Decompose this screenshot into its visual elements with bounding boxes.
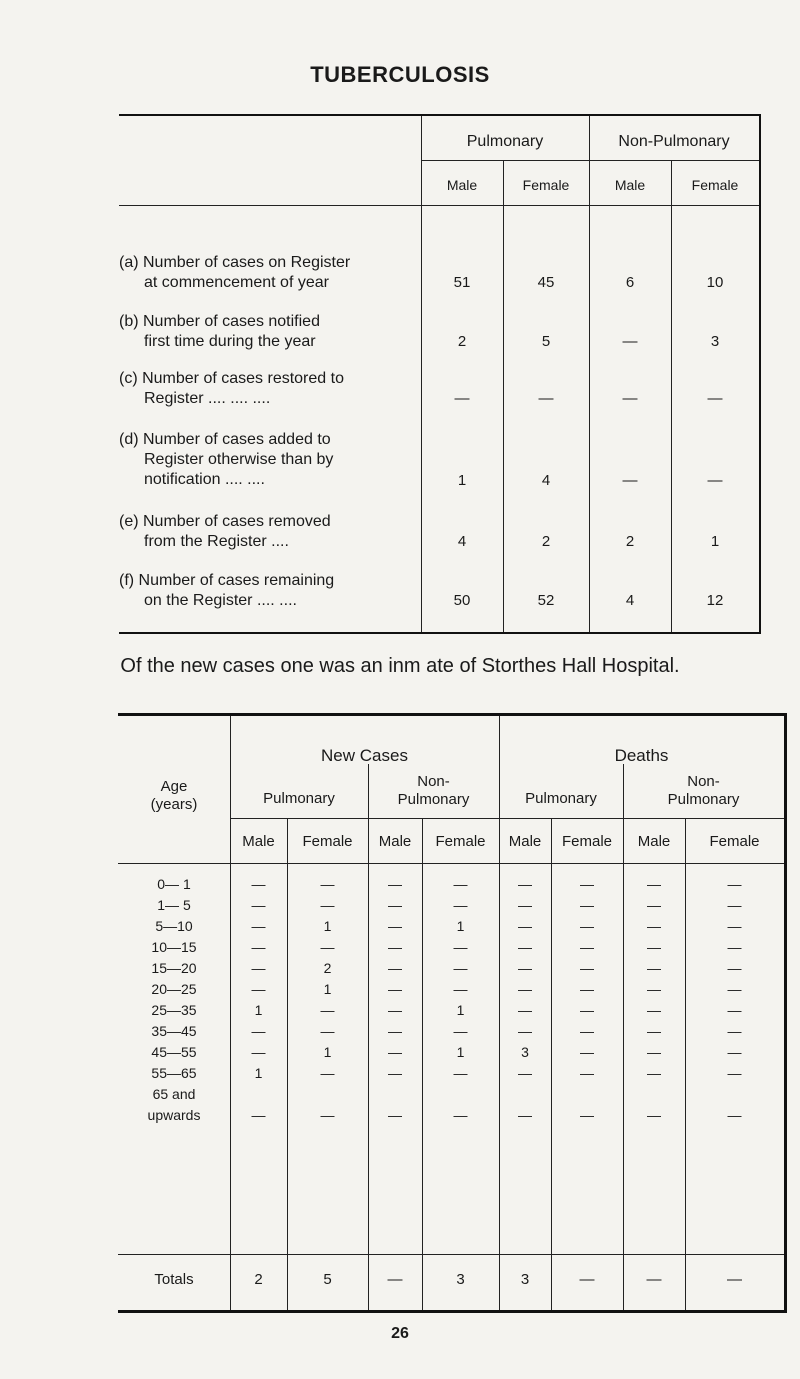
subheader-female: Female bbox=[691, 177, 739, 193]
age-label: 35—45 bbox=[151, 1023, 197, 1039]
value-cell: — bbox=[388, 918, 402, 934]
header-pulmonary: Pulmonary bbox=[466, 133, 544, 150]
value-cell: — bbox=[453, 960, 468, 976]
value-cell: — bbox=[727, 1044, 742, 1060]
value-cell: 1 bbox=[456, 918, 465, 934]
value-cell: — bbox=[647, 960, 661, 976]
subheader-female: Female bbox=[709, 833, 760, 850]
value-cell: — bbox=[518, 876, 532, 892]
register-table bbox=[119, 114, 761, 634]
value-cell: — bbox=[580, 1002, 594, 1018]
value-cell: — bbox=[647, 1065, 661, 1081]
age-label: 1— 5 bbox=[157, 897, 191, 913]
age-label: upwards bbox=[147, 1107, 201, 1123]
value-cell: — bbox=[518, 981, 532, 997]
value-cell: — bbox=[453, 939, 468, 955]
row-label: (c) Number of cases restored to Register .... .... .... bbox=[119, 370, 344, 407]
value-cell: — bbox=[251, 918, 266, 934]
age-label: 20—25 bbox=[151, 981, 197, 997]
value-cell: — bbox=[580, 939, 594, 955]
value-cell: — bbox=[388, 876, 402, 892]
value-cell: — bbox=[320, 939, 335, 955]
value-cell: 4 bbox=[457, 533, 467, 550]
value-cell: — bbox=[580, 918, 594, 934]
value-cell: 1 bbox=[323, 981, 332, 997]
subheader-male: Male bbox=[508, 833, 542, 850]
header-non-pulmonary: Non-Pulmonary bbox=[618, 133, 730, 150]
page-title: TUBERCULOSIS bbox=[310, 62, 490, 87]
subheader-male: Male bbox=[378, 833, 412, 850]
value-cell: — bbox=[727, 1065, 742, 1081]
row-label: (a) Number of cases on Register at commencement of year bbox=[119, 254, 351, 291]
value-cell: — bbox=[320, 1023, 335, 1039]
value-cell: — bbox=[251, 981, 266, 997]
value-cell: — bbox=[647, 876, 661, 892]
value-cell: 1 bbox=[323, 918, 332, 934]
value-cell: — bbox=[453, 1023, 468, 1039]
value-cell: 3 bbox=[710, 333, 720, 350]
value-cell: — bbox=[388, 1065, 402, 1081]
value-cell: — bbox=[320, 897, 335, 913]
value-cell: — bbox=[388, 939, 402, 955]
value-cell: — bbox=[727, 1023, 742, 1039]
age-label: 15—20 bbox=[151, 960, 197, 976]
value-cell: — bbox=[251, 876, 266, 892]
value-cell: 3 bbox=[521, 1044, 529, 1060]
divider bbox=[503, 160, 504, 632]
age-label: 45—55 bbox=[151, 1044, 197, 1060]
value-cell: — bbox=[251, 1023, 266, 1039]
value-cell: 2 bbox=[625, 533, 635, 550]
age-label: 0— 1 bbox=[157, 876, 191, 892]
total-cell: — bbox=[579, 1271, 595, 1288]
header-deaths: Deaths bbox=[614, 746, 669, 765]
subheader-male: Male bbox=[614, 177, 646, 193]
value-cell: 4 bbox=[625, 592, 635, 609]
value-cell: — bbox=[320, 1065, 335, 1081]
total-cell: — bbox=[727, 1271, 742, 1288]
value-cell: — bbox=[580, 1107, 594, 1123]
subheader-male: Male bbox=[446, 177, 478, 193]
subheader-female: Female bbox=[522, 177, 570, 193]
value-cell: — bbox=[727, 1002, 742, 1018]
value-cell: — bbox=[518, 1065, 532, 1081]
subheader-male: Male bbox=[637, 833, 671, 850]
value-cell: — bbox=[320, 1107, 335, 1123]
total-cell: 3 bbox=[456, 1271, 465, 1288]
value-cell: — bbox=[647, 1044, 661, 1060]
row-label: (f) Number of cases remaining on the Register .... .... bbox=[119, 572, 335, 609]
value-cell: — bbox=[727, 939, 742, 955]
value-cell: — bbox=[647, 1002, 661, 1018]
value-cell: — bbox=[518, 918, 532, 934]
value-cell: — bbox=[622, 333, 638, 350]
value-cell: 10 bbox=[706, 274, 724, 291]
value-cell: — bbox=[647, 939, 661, 955]
value-cell: 2 bbox=[323, 960, 332, 976]
value-cell: 1 bbox=[456, 1002, 465, 1018]
value-cell: — bbox=[320, 876, 335, 892]
value-cell: 1 bbox=[457, 472, 467, 489]
value-cell: — bbox=[580, 960, 594, 976]
value-cell: 51 bbox=[453, 274, 471, 291]
value-cell: — bbox=[453, 981, 468, 997]
value-cell: — bbox=[518, 1023, 532, 1039]
header-new-cases: New Cases bbox=[321, 746, 408, 765]
header-pulmonary: Pulmonary bbox=[525, 790, 597, 807]
divider bbox=[421, 160, 759, 161]
divider bbox=[118, 863, 784, 864]
header-pulmonary: Pulmonary bbox=[263, 790, 335, 807]
value-cell: — bbox=[727, 918, 742, 934]
total-cell: 2 bbox=[254, 1271, 263, 1288]
value-cell: — bbox=[707, 472, 723, 489]
header-non-pulmonary: Non- Pulmonary bbox=[667, 773, 740, 808]
header-non-pulmonary: Non- Pulmonary bbox=[397, 773, 470, 808]
age-label: 5—10 bbox=[155, 918, 193, 934]
totals-label: Totals bbox=[154, 1271, 194, 1288]
value-cell: — bbox=[251, 960, 266, 976]
value-cell: 2 bbox=[457, 333, 467, 350]
total-cell: 3 bbox=[520, 1271, 530, 1288]
value-cell: — bbox=[518, 960, 532, 976]
value-cell: — bbox=[518, 1107, 532, 1123]
value-cell: — bbox=[727, 960, 742, 976]
value-cell: — bbox=[453, 1107, 468, 1123]
value-cell: — bbox=[647, 918, 661, 934]
value-cell: — bbox=[453, 1065, 468, 1081]
age-table bbox=[118, 713, 787, 1313]
divider bbox=[230, 818, 784, 819]
value-cell: — bbox=[580, 1065, 594, 1081]
subheader-female: Female bbox=[435, 833, 486, 850]
value-cell: — bbox=[388, 1107, 402, 1123]
total-cell: — bbox=[646, 1271, 662, 1288]
value-cell: 52 bbox=[537, 592, 555, 609]
total-cell: — bbox=[387, 1271, 403, 1288]
value-cell: — bbox=[580, 1044, 594, 1060]
row-label: (b) Number of cases notified first time during the year bbox=[119, 313, 320, 350]
value-cell: — bbox=[580, 1023, 594, 1039]
value-cell: — bbox=[251, 1107, 266, 1123]
row-label: (d) Number of cases added to Register otherwise than by notification .... .... bbox=[119, 431, 334, 488]
value-cell: — bbox=[251, 939, 266, 955]
total-cell: 5 bbox=[323, 1271, 332, 1288]
value-cell: — bbox=[622, 472, 638, 489]
age-header: Age (years) bbox=[150, 778, 198, 813]
value-cell: — bbox=[727, 876, 742, 892]
value-cell: — bbox=[454, 390, 470, 407]
value-cell: — bbox=[518, 897, 532, 913]
value-cell: — bbox=[647, 1107, 661, 1123]
value-cell: — bbox=[388, 1002, 402, 1018]
age-label: 10—15 bbox=[151, 939, 197, 955]
value-cell: — bbox=[388, 1044, 402, 1060]
divider bbox=[671, 160, 672, 632]
value-cell: — bbox=[647, 897, 661, 913]
value-cell: 1 bbox=[323, 1044, 332, 1060]
value-cell: — bbox=[727, 897, 742, 913]
value-cell: — bbox=[453, 897, 468, 913]
footnote: Of the new cases one was an inm ate of Storthes Hall Hospital. bbox=[120, 655, 680, 677]
divider bbox=[119, 205, 759, 206]
age-label: 55—65 bbox=[151, 1065, 197, 1081]
value-cell: — bbox=[251, 1044, 266, 1060]
value-cell: — bbox=[707, 390, 723, 407]
value-cell: — bbox=[538, 390, 554, 407]
value-cell: 1 bbox=[710, 533, 720, 550]
divider bbox=[421, 116, 422, 632]
value-cell: 45 bbox=[537, 274, 555, 291]
value-cell: — bbox=[388, 897, 402, 913]
value-cell: — bbox=[580, 897, 594, 913]
value-cell: 2 bbox=[541, 533, 551, 550]
value-cell: — bbox=[251, 897, 266, 913]
subheader-female: Female bbox=[561, 833, 613, 850]
value-cell: — bbox=[580, 981, 594, 997]
value-cell: — bbox=[453, 876, 468, 892]
divider bbox=[589, 116, 590, 632]
value-cell: 50 bbox=[453, 592, 471, 609]
value-cell: 1 bbox=[456, 1044, 465, 1060]
value-cell: 4 bbox=[541, 472, 551, 489]
value-cell: — bbox=[320, 1002, 335, 1018]
age-label: 65 and bbox=[152, 1086, 196, 1102]
value-cell: — bbox=[727, 981, 742, 997]
value-cell: — bbox=[727, 1107, 742, 1123]
value-cell: — bbox=[647, 981, 661, 997]
value-cell: — bbox=[388, 981, 402, 997]
value-cell: — bbox=[518, 939, 532, 955]
value-cell: 1 bbox=[254, 1065, 263, 1081]
value-cell: 5 bbox=[541, 333, 551, 350]
divider bbox=[118, 1254, 784, 1255]
subheader-male: Male bbox=[242, 833, 275, 850]
value-cell: — bbox=[647, 1023, 661, 1039]
value-cell: — bbox=[388, 960, 402, 976]
value-cell: 6 bbox=[625, 274, 635, 291]
value-cell: 1 bbox=[254, 1002, 263, 1018]
value-cell: 12 bbox=[706, 592, 724, 609]
age-label: 25—35 bbox=[151, 1002, 197, 1018]
subheader-female: Female bbox=[302, 833, 353, 850]
value-cell: — bbox=[580, 876, 594, 892]
page-number: 26 bbox=[391, 1325, 409, 1342]
value-cell: — bbox=[518, 1002, 532, 1018]
row-label: (e) Number of cases removed from the Register .... bbox=[119, 513, 331, 550]
value-cell: — bbox=[622, 390, 638, 407]
value-cell: — bbox=[388, 1023, 402, 1039]
